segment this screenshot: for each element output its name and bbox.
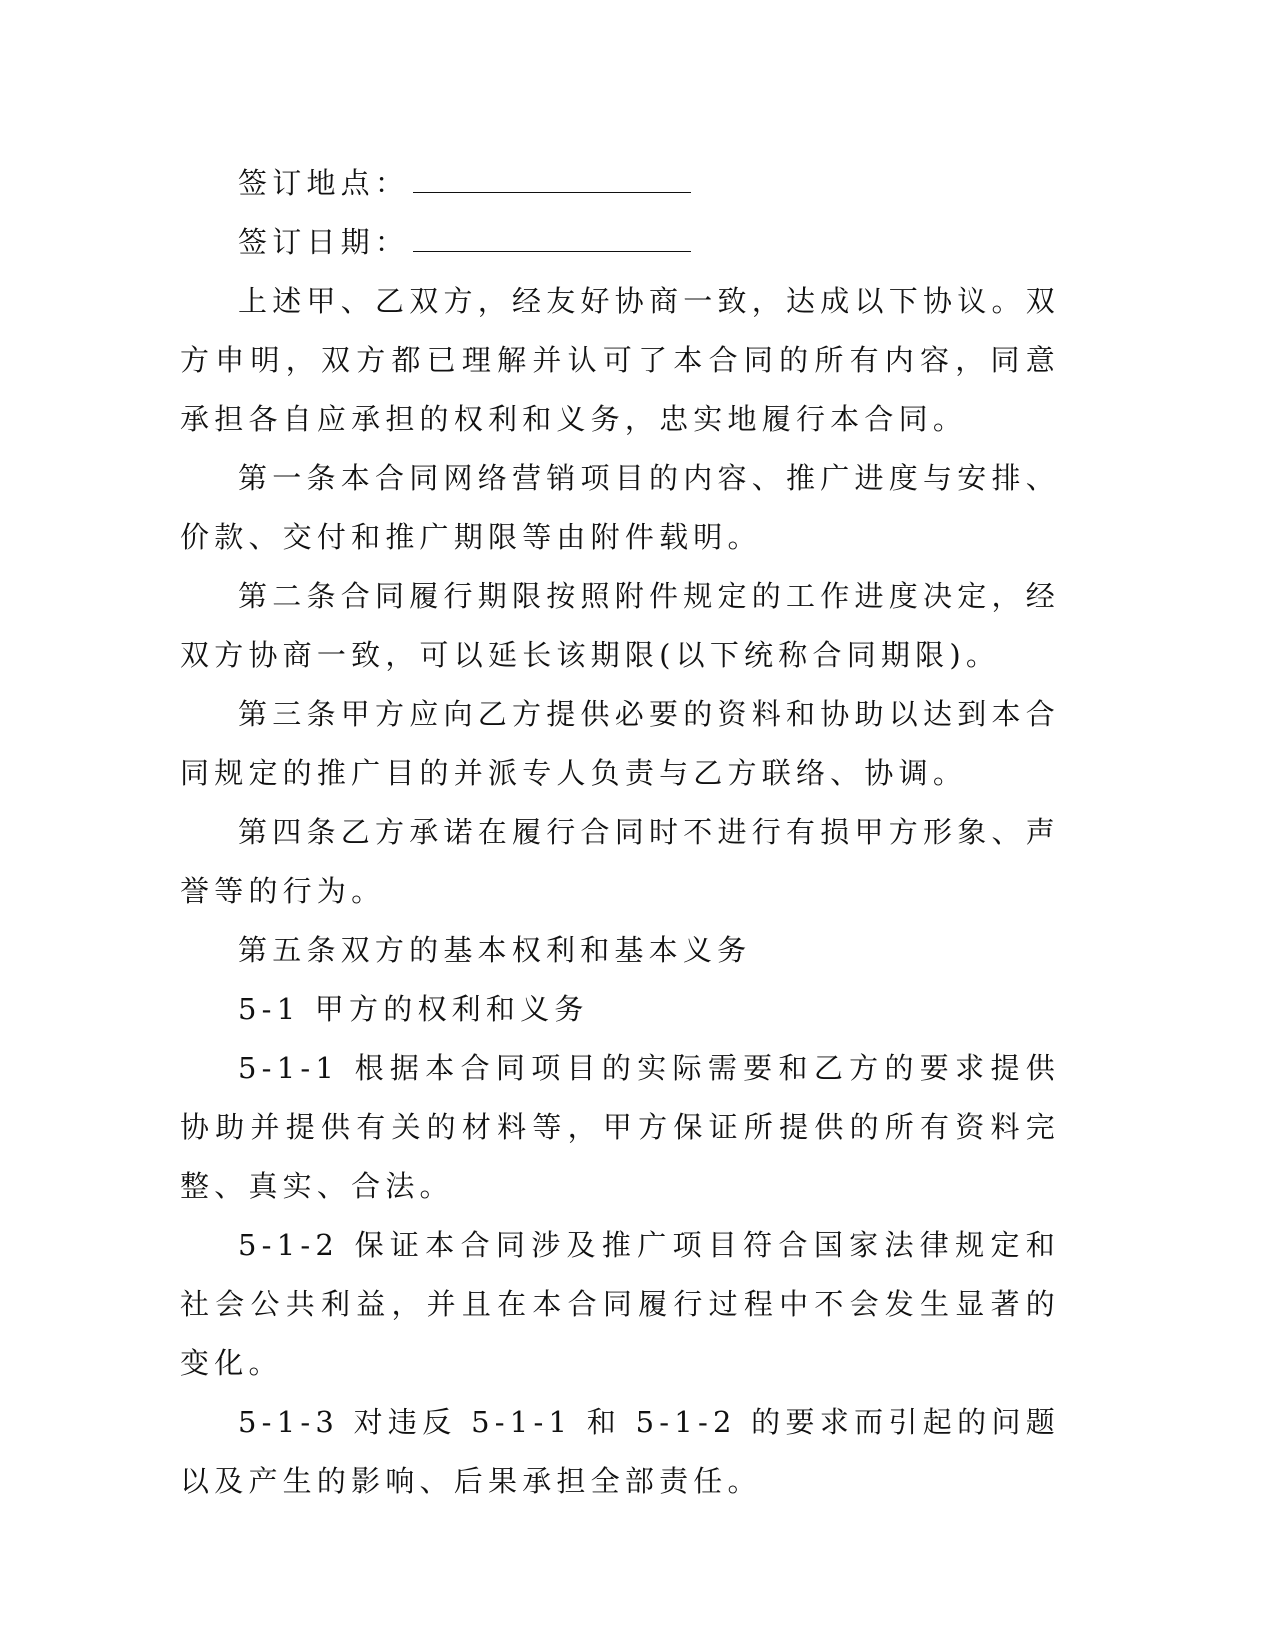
signing-place-blank [413, 168, 691, 193]
clause-5-1-2: 5-1-2 保证本合同涉及推广项目符合国家法律规定和社会公共利益，并且在本合同履行过程中不会发生显著的变化。 [180, 1228, 1060, 1380]
clause-5-1-heading: 5-1 甲方的权利和义务 [238, 992, 589, 1026]
signing-date-label: 签订日期： [238, 225, 410, 259]
article-1: 第一条本合同网络营销项目的内容、推广进度与安排、价款、交付和推广期限等由附件载明。 [180, 461, 1060, 554]
article-4: 第四条乙方承诺在履行合同时不进行有损甲方形象、声誉等的行为。 [180, 815, 1060, 908]
signing-date-blank [413, 227, 691, 252]
article-2: 第二条合同履行期限按照附件规定的工作进度决定，经双方协商一致，可以延长该期限(以下统称合同期限)。 [180, 579, 1060, 672]
agreement-preamble: 上述甲、乙双方，经友好协商一致，达成以下协议。双方申明，双方都已理解并认可了本合同的所有内容，同意承担各自应承担的权利和义务，忠实地履行本合同。 [180, 284, 1060, 436]
clause-5-1-1: 5-1-1 根据本合同项目的实际需要和乙方的要求提供协助并提供有关的材料等，甲方保证所提供的所有资料完整、真实、合法。 [180, 1051, 1060, 1203]
article-3: 第三条甲方应向乙方提供必要的资料和协助以达到本合同规定的推广目的并派专人负责与乙方联络、协调。 [180, 697, 1060, 790]
clause-5-1-3: 5-1-3 对违反 5-1-1 和 5-1-2 的要求而引起的问题以及产生的影响、后果承担全部责任。 [180, 1405, 1060, 1498]
signing-place-line [180, 154, 1060, 213]
signing-date-line [180, 213, 1060, 272]
signing-place-label: 签订地点： [238, 166, 410, 200]
contract-body [180, 154, 1060, 1511]
article-5-heading: 第五条双方的基本权利和基本义务 [238, 933, 752, 967]
